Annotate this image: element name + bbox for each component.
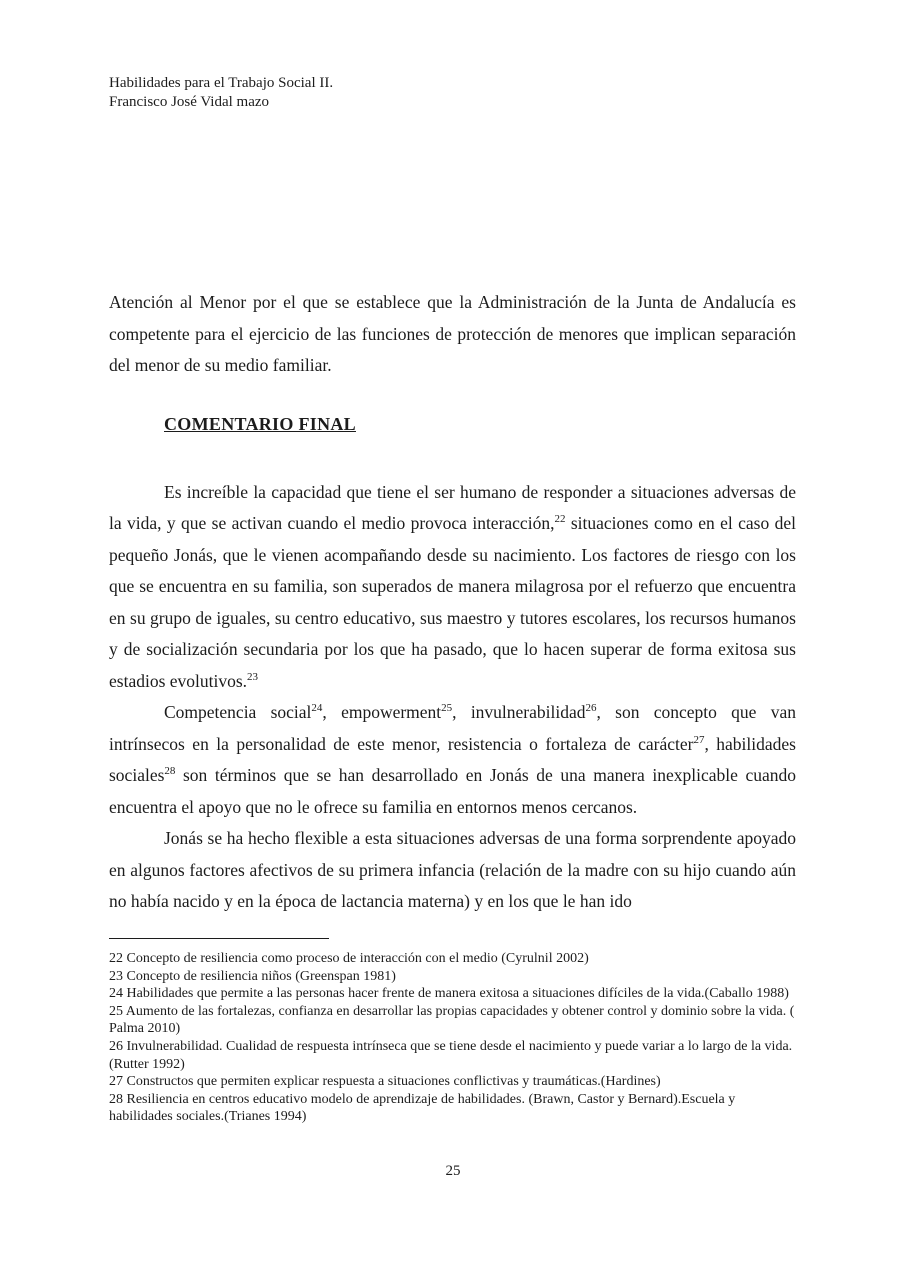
section-heading: COMENTARIO FINAL [164,413,356,434]
footnote-item: 26 Invulnerabilidad. Cualidad de respuesta intrínseca que se tiene desde el nacimiento y puede variar a lo largo de la vida.(Rutter 1992) [109,1038,793,1072]
header-author: Francisco José Vidal mazo [109,94,270,110]
paragraph-flexibility: Jonás se ha hecho flexible a esta situaciones adversas de una forma sorprendente apoyado en algunos factores afectivos de su primera infancia (relación de la madre con su hijo cuando aún no había nacido y en la época de lactancia materna) y en los que le han ido [109,828,796,911]
footnote-divider [109,938,329,939]
page-header [109,74,333,112]
page-number: 25 [445,1163,461,1179]
paragraph-concepts: Competencia social$^{24}$, empowerment$^{25}$, invulnerabilidad$^{26}$, son concepto que van intrínsecos en la personalidad de este menor, resistencia o fortaleza de carácter$^{27}$, habilidades sociales$^{28}$ son términos que se han desarrollado en Jonás de una manera inexplicable cuando encuentra el apoyo que no le ofrece su familia en entornos menos cercanos. [109,702,796,817]
footnote-list [109,950,796,1126]
paragraph-legal: Atención al Menor por el que se establece que la Administración de la Junta de Andalucía es competente para el ejercicio de las funciones de protección de menores que implican separación del menor de su medio familiar. [109,292,796,375]
footnote-ref: 22 [554,513,566,525]
footnote-item: 22 Concepto de resiliencia como proceso de interacción con el medio (Cyrulnil 2002) [109,951,589,966]
footnote-item: 23 Concepto de resiliencia niños (Greenspan 1981) [109,968,396,984]
footnote-item: 28 Resiliencia en centros educativo modelo de aprendizaje de habilidades. (Brawn, Castor y Bernard).Escuela y habilidades sociales.(Trianes 1994) [109,1091,736,1125]
footnote-ref: 28 [164,765,176,777]
main-text [109,287,796,918]
footnote-item: 25 Aumento de las fortalezas, confianza en desarrollar las propias capacidades y obtener control y dominio sobre la vida. ( Palma 2010) [109,1003,795,1037]
footnotes-section [109,938,796,1126]
header-title: Habilidades para el Trabajo Social II. [109,75,334,91]
footnote-ref: 27 [693,733,705,746]
footnote-ref: 26 [585,702,597,714]
paragraph-resilience: Es increíble la capacidad que tiene el ser humano de responder a situaciones adversas de la vida, y que se activan cuando el medio provoca interacción,$^{22}$ situaciones como en el caso del pequeño Jonás, que le vienen acompañando desde su nacimiento. Los factores de riesgo con los que se encuentra en su familia, son superados de manera milagrosa por el refuerzo que encuentra en su grupo de iguales, su centro educativo, sus maestro y tutores escolares, los recursos humanos y de socialización secundaria por los que ha pasado, que lo hacen superar de forma exitosa sus estadios evolutivos.$^{23}$ [109,481,796,691]
footnote-ref: 24 [311,702,323,714]
footnote-ref: 23 [247,670,259,683]
footnote-item: 24 Habilidades que permite a las personas hacer frente de manera exitosa a situaciones difíciles de la vida.(Caballo 1988) [109,986,789,1002]
footnote-item: 27 Constructos que permiten explicar respuesta a situaciones conflictivas y traumáticas.(Hardines) [109,1074,661,1090]
footnote-ref: 25 [441,702,453,714]
